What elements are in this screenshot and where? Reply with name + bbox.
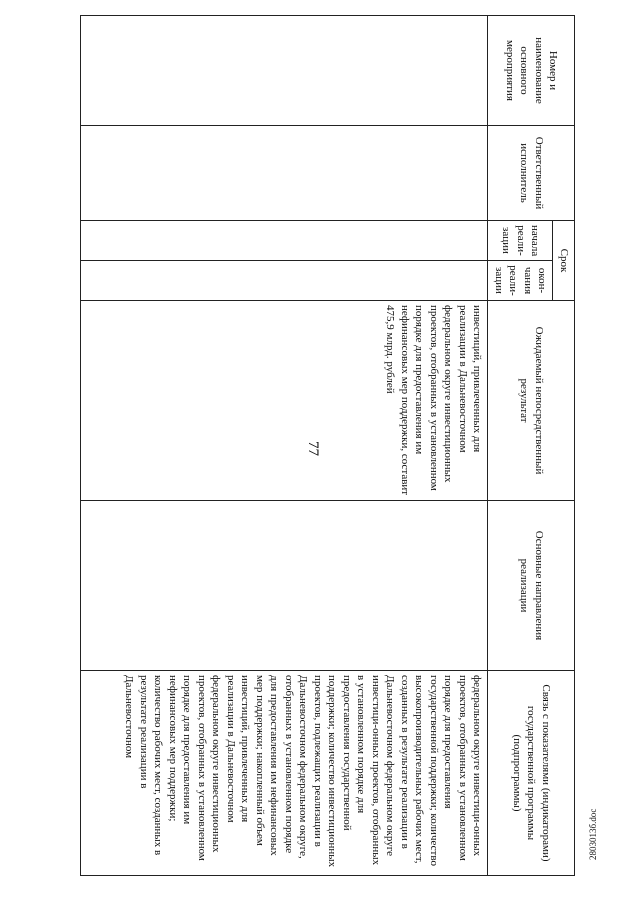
- table-row: [81, 16, 488, 876]
- cell-expected-result: инвестиций, привлеченных для реализации в Дальневосточном федеральном округе инвестиционных проектов, отобранных в установленном порядке для предоставления им нефинансовых мер поддержки, составит 475,9 млрд. рублей: [81, 301, 488, 501]
- header-measure: Номер и наименование основного мероприятия: [488, 16, 575, 126]
- header-term: Срок: [553, 221, 575, 301]
- footer-code: 2803013б.doc: [588, 808, 598, 860]
- header-term-start: начала реали-зации: [488, 221, 553, 261]
- header-executor: Ответственный исполнитель: [488, 126, 575, 221]
- cell-directions: [81, 501, 488, 671]
- cell-term-start: [81, 221, 488, 261]
- header-term-end: окон-чания реали-зации: [488, 261, 553, 301]
- cell-indicators: федеральном округе инвестици-онных проектов, отобранных в установленном порядке для предоставления государственной поддержки; количество высокопроизводительных рабочих мест, созданных в результате реализации в Дальневосточном федеральном округе инвестици-онных проектов, отобранных в установленном порядке для предоставления государственной поддержки; количество инвестиционных проектов, подлежащих реализации в Дальневосточном федеральном округе, отобранных в установленном порядке для предоставления им нефинансовых мер поддержки; накопленный объем инвестиций, привлеченных для реализации в Дальневосточном федеральном округе инвестиционных проектов, отобранных в установленном порядке для предоставления им нефинансовых мер поддержки; количество рабочих мест, созданных в результате реализации в Дальневосточном: [81, 671, 488, 876]
- header-indicators: Связь с показателями (индикаторами) государственной программы (подпрограммы): [488, 671, 575, 876]
- page-number: 77: [305, 441, 321, 456]
- cell-executor: [81, 126, 488, 221]
- header-expected-result: Ожидаемый непосредственный результат: [488, 301, 575, 501]
- rotated-table-container: [55, 15, 575, 875]
- cell-measure: [81, 16, 488, 126]
- header-directions: Основные направления реализации: [488, 501, 575, 671]
- measures-table: [80, 15, 575, 876]
- cell-term-end: [81, 261, 488, 301]
